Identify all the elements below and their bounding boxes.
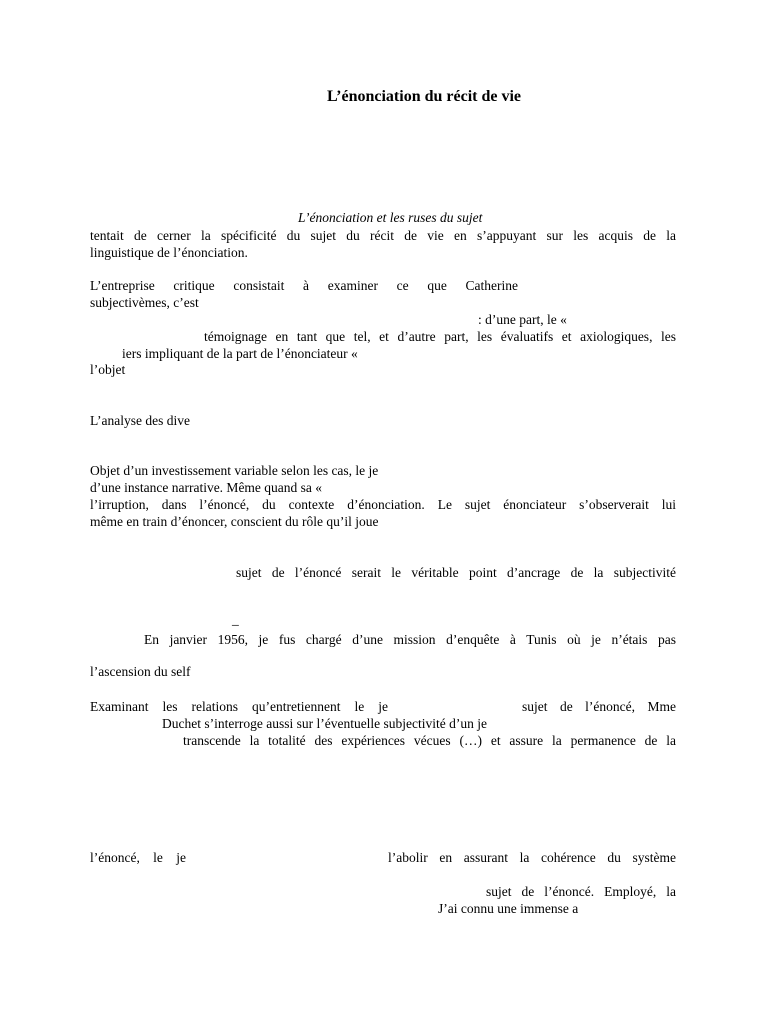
text-line: sujet de l’énoncé, Mme bbox=[522, 699, 676, 714]
document-title: L’énonciation du récit de vie bbox=[326, 88, 522, 105]
text-line: L’entreprise critique consistait à examiner ce que Catherine bbox=[90, 278, 518, 293]
text-line: Examinant les relations qu’entretiennent le je bbox=[90, 699, 388, 714]
text-line: L’analyse des dive bbox=[90, 413, 190, 428]
text-line: Duchet s’interroge aussi sur l’éventuelle subjectivité d’un je bbox=[162, 716, 488, 731]
text-line: : d’une part, le « bbox=[478, 312, 567, 327]
text-line: l’irruption, dans l’énoncé, du contexte d’énonciation. Le sujet énonciateur s’observerait lui bbox=[90, 497, 676, 512]
text-line: sujet de l’énoncé. Employé, la bbox=[486, 884, 676, 899]
text-line: l’abolir en assurant la cohérence du système bbox=[388, 850, 676, 865]
section-heading: L’énonciation et les ruses du sujet bbox=[298, 210, 483, 225]
text-line: d’une instance narrative. Même quand sa « bbox=[90, 480, 323, 495]
text-line: l’ascension du self bbox=[90, 664, 191, 679]
text-line: Objet d’un investissement variable selon les cas, le je bbox=[90, 463, 379, 478]
text-line: l’énoncé, le je bbox=[90, 850, 186, 865]
text-line: _ bbox=[232, 612, 239, 627]
text-line: l’objet bbox=[90, 362, 126, 377]
text-line: subjectivèmes, c’est bbox=[90, 295, 199, 310]
text-line: sujet de l’énoncé serait le véritable point d’ancrage de la subjectivité bbox=[236, 565, 676, 580]
text-line: tentait de cerner la spécificité du sujet du récit de vie en s’appuyant sur les acquis de la bbox=[90, 228, 676, 243]
text-line: En janvier 1956, je fus chargé d’une mission d’enquête à Tunis où je n’étais pas bbox=[144, 632, 676, 647]
text-line: transcende la totalité des expériences vécues (…) et assure la permanence de la bbox=[183, 733, 676, 748]
text-line: J’ai connu une immense a bbox=[438, 901, 579, 916]
text-line: linguistique de l’énonciation. bbox=[90, 245, 248, 260]
text-line: iers impliquant de la part de l’énonciateur « bbox=[122, 346, 358, 361]
text-line: même en train d’énoncer, conscient du rôle qu’il joue bbox=[90, 514, 379, 529]
text-line: témoignage en tant que tel, et d’autre part, les évaluatifs et axiologiques, les bbox=[204, 329, 676, 344]
